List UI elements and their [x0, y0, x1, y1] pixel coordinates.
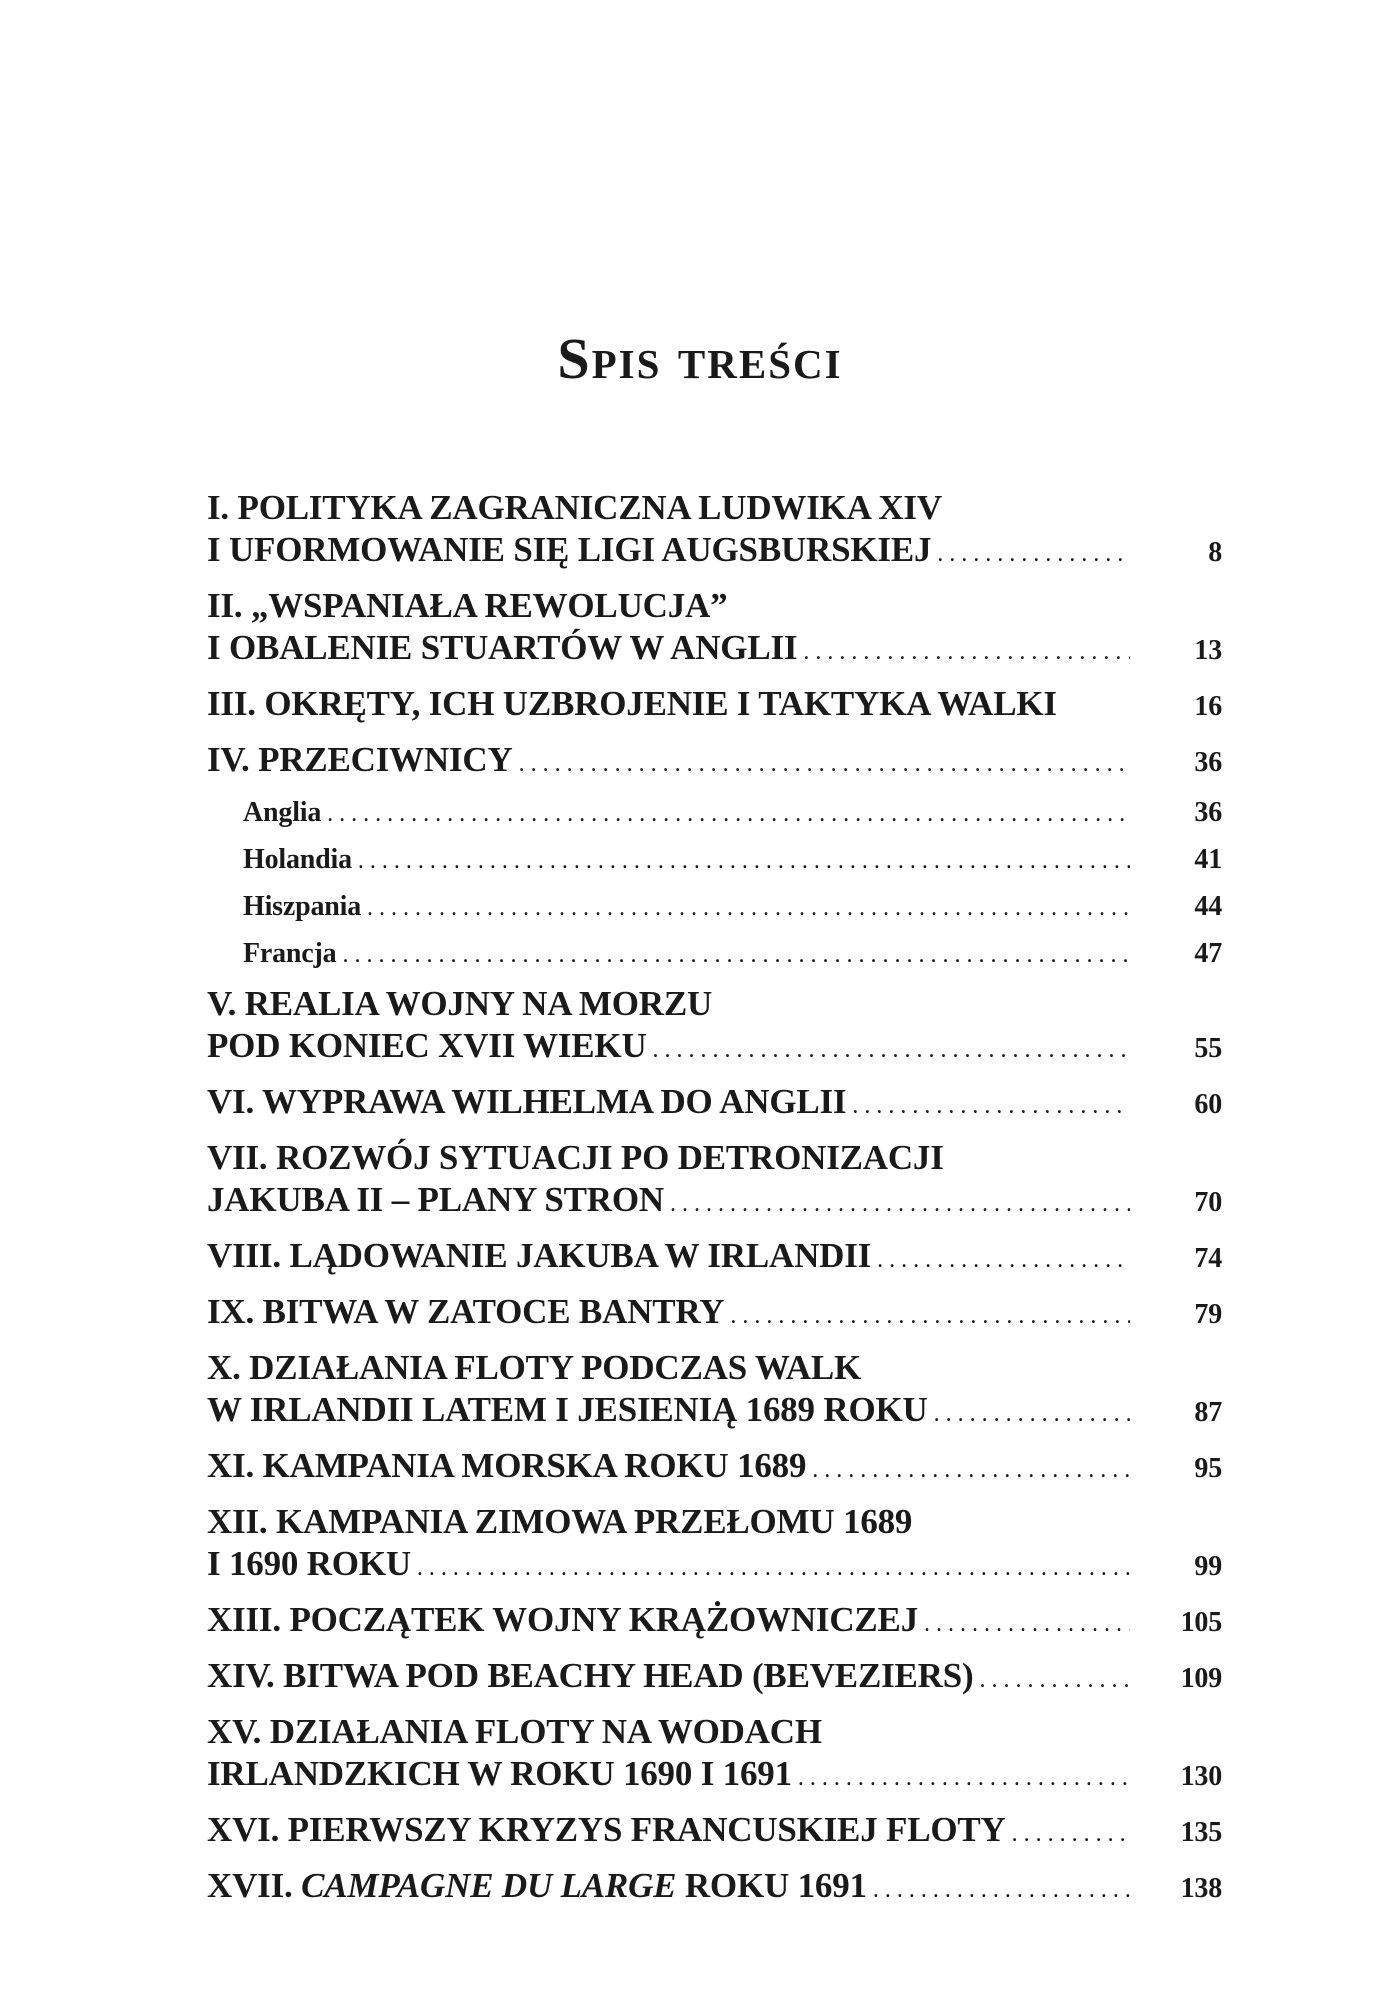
- toc-entry-16: [207, 1809, 1222, 1855]
- toc-page-number: 70: [1194, 1187, 1222, 1218]
- dot-leader: [342, 936, 1130, 973]
- toc-subentry-title: Holandia: [243, 844, 352, 875]
- toc-page-number: 130: [1180, 1761, 1222, 1792]
- toc-entry-italic-title: CAMPAGNE DU LARGE: [301, 1866, 677, 1905]
- toc-entry-title-line2: W IRLANDII LATEM I JESIENIĄ 1689 ROKU: [207, 1390, 928, 1429]
- toc-entry-title-line2: POD KONIEC XVII WIEKU: [207, 1026, 647, 1065]
- toc-subentry-title: Hiszpania: [243, 891, 362, 922]
- toc-entry-12: [207, 1501, 1222, 1589]
- toc-entry-2: [207, 585, 1222, 673]
- toc-entry-title: VI. WYPRAWA WILHELMA DO ANGLII: [207, 1082, 847, 1121]
- table-of-contents: [207, 487, 1222, 1921]
- dot-leader: [358, 842, 1130, 879]
- toc-entry-title: IX. BITWA W ZATOCE BANTRY: [207, 1292, 725, 1331]
- toc-entry-9: [207, 1291, 1222, 1337]
- toc-page-number: 95: [1194, 1453, 1222, 1484]
- dot-leader: [417, 1543, 1130, 1589]
- dot-leader: [653, 1025, 1130, 1071]
- toc-page-number: 8: [1208, 537, 1222, 568]
- toc-entry-title-line2: I OBALENIE STUARTÓW W ANGLII: [207, 628, 798, 667]
- toc-subentry-holandia: [243, 842, 1222, 879]
- toc-page-number: 44: [1194, 891, 1222, 922]
- toc-page-number: 99: [1194, 1551, 1222, 1582]
- toc-subentry-anglia: [243, 795, 1222, 832]
- dot-leader: [934, 1389, 1130, 1435]
- dot-leader: [1012, 1809, 1130, 1855]
- toc-page-number: 47: [1194, 938, 1222, 969]
- page-title: Spis treści: [557, 326, 843, 391]
- toc-page-number: 36: [1194, 747, 1222, 778]
- toc-entry-title-line2: JAKUBA II – PLANY STRON: [207, 1180, 664, 1219]
- toc-entry-title: VIII. LĄDOWANIE JAKUBA W IRLANDII: [207, 1236, 872, 1275]
- toc-entry-3: [207, 683, 1222, 729]
- dot-leader: [803, 627, 1130, 673]
- toc-page-number: 55: [1194, 1033, 1222, 1064]
- toc-entry-title-line1: XII. KAMPANIA ZIMOWA PRZEŁOMU 1689: [207, 1502, 913, 1541]
- toc-page-number: 135: [1180, 1817, 1222, 1848]
- dot-leader: [924, 1599, 1130, 1645]
- dot-leader: [367, 889, 1130, 926]
- toc-entry-title-line2: I UFORMOWANIE SIĘ LIGI AUGSBURSKIEJ: [207, 530, 932, 569]
- toc-entry-title: XVI. PIERWSZY KRYZYS FRANCUSKIEJ FLOTY: [207, 1810, 1006, 1849]
- dot-leader: [812, 1445, 1130, 1491]
- dot-leader: [979, 1655, 1130, 1701]
- toc-page-number: 60: [1194, 1089, 1222, 1120]
- toc-entry-17: [207, 1865, 1222, 1911]
- toc-entry-title-line2: I 1690 ROKU: [207, 1544, 411, 1583]
- toc-entry-4: [207, 739, 1222, 785]
- toc-subentry-hiszpania: [243, 889, 1222, 926]
- toc-page-number: 87: [1194, 1397, 1222, 1428]
- dot-leader: [877, 1235, 1130, 1281]
- toc-entry-13: [207, 1599, 1222, 1645]
- dot-leader: [873, 1865, 1130, 1911]
- dot-leader: [852, 1081, 1130, 1127]
- toc-entry-5: [207, 983, 1222, 1071]
- toc-entry-title: XIV. BITWA POD BEACHY HEAD (BEVEZIERS): [207, 1656, 974, 1695]
- toc-entry-title: [207, 1865, 867, 1907]
- toc-entry-title-line1: X. DZIAŁANIA FLOTY PODCZAS WALK: [207, 1348, 862, 1387]
- toc-page-number: 138: [1180, 1873, 1222, 1904]
- toc-entry-10: [207, 1347, 1222, 1435]
- toc-entry-title-line1: II. „WSPANIAŁA REWOLUCJA”: [207, 586, 728, 625]
- toc-page-number: 74: [1194, 1243, 1222, 1274]
- dot-leader: [937, 529, 1130, 575]
- toc-entry-15: [207, 1711, 1222, 1799]
- dot-leader: [327, 795, 1130, 832]
- toc-entry-8: [207, 1235, 1222, 1281]
- dot-leader: [519, 739, 1130, 785]
- toc-entry-11: [207, 1445, 1222, 1491]
- toc-entry-1: [207, 487, 1222, 575]
- toc-entry-title-line1: XV. DZIAŁANIA FLOTY NA WODACH: [207, 1712, 822, 1751]
- toc-entry-6: [207, 1081, 1222, 1127]
- toc-entry-title-suffix: ROKU 1691: [684, 1866, 867, 1905]
- toc-entry-title: XI. KAMPANIA MORSKA ROKU 1689: [207, 1446, 807, 1485]
- dot-leader: [798, 1753, 1130, 1799]
- dot-leader: [730, 1291, 1130, 1337]
- toc-subentry-francja: [243, 936, 1222, 973]
- toc-page-number: 41: [1194, 844, 1222, 875]
- toc-page-number: 13: [1194, 635, 1222, 666]
- toc-entry-title-line1: VII. ROZWÓJ SYTUACJI PO DETRONIZACJI: [207, 1138, 944, 1177]
- toc-entry-7: [207, 1137, 1222, 1225]
- toc-entry-title-line1: I. POLITYKA ZAGRANICZNA LUDWIKA XIV: [207, 488, 942, 527]
- toc-page-number: 16: [1194, 691, 1222, 722]
- toc-entry-title: IV. PRZECIWNICY: [207, 740, 513, 779]
- toc-entry-title: XIII. POCZĄTEK WOJNY KRĄŻOWNICZEJ: [207, 1600, 919, 1639]
- toc-page-number: 36: [1194, 797, 1222, 828]
- toc-page-number: 109: [1180, 1663, 1222, 1694]
- toc-subentry-title: Francja: [243, 938, 337, 969]
- toc-page-number: 105: [1180, 1607, 1222, 1638]
- toc-subentry-title: Anglia: [243, 797, 322, 828]
- toc-entry-title-line1: V. REALIA WOJNY NA MORZU: [207, 984, 713, 1023]
- toc-entry-number: XVII.: [207, 1866, 293, 1905]
- toc-entry-14: [207, 1655, 1222, 1701]
- toc-page-number: 79: [1194, 1299, 1222, 1330]
- toc-entry-title-line2: IRLANDZKICH W ROKU 1690 I 1691: [207, 1754, 792, 1793]
- toc-entry-title: III. OKRĘTY, ICH UZBROJENIE I TAKTYKA WALKI: [207, 684, 1057, 723]
- dot-leader: [670, 1179, 1130, 1225]
